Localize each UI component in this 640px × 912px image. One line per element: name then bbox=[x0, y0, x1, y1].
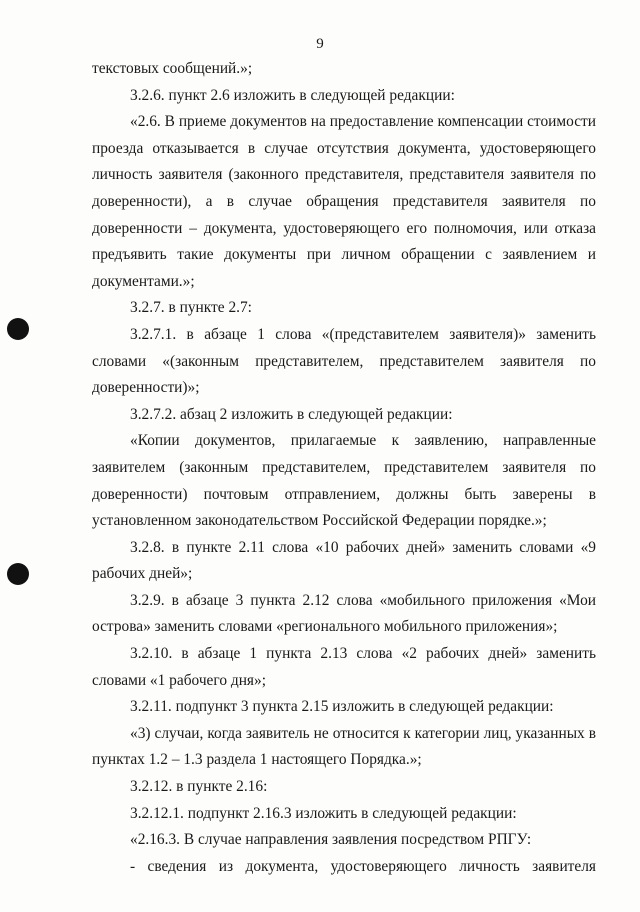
paragraph-list-item: - сведения из документа, удостоверяющего личность заявителя bbox=[130, 857, 596, 875]
paragraph-item-3-2-8: 3.2.8. в пункте 2.11 слова «10 рабочих дней» заменить словами «9 рабочих дней»; bbox=[92, 538, 596, 583]
paragraph-item-3-2-10: 3.2.10. в абзаце 1 пункта 2.13 слова «2 рабочих дней» заменить словами «1 рабочего дня»; bbox=[92, 645, 596, 689]
paragraph-quote-2-6: «2.6. В приеме документов на предоставление компенсации стоимости проезда отказывается в случае отсутствия документа, удостоверяющего личность заявителя (законного представителя, представителя заявителя по доверенности), а в случае обращения представителя заявителя по доверенности – документа, удостоверяющего его полномочия, или отказа предъявить такие документы при личном обращении с заявлением и документами.»; bbox=[92, 113, 596, 290]
document-body bbox=[92, 56, 596, 880]
paragraph-quote-2-16-3: «2.16.3. В случае направления заявления посредством РПГУ: bbox=[130, 831, 532, 849]
paragraph-item-3-2-7-2: 3.2.7.2. абзац 2 изложить в следующей редакции: bbox=[130, 405, 453, 423]
punch-hole-top bbox=[7, 318, 29, 340]
paragraph-continuation: текстовых сообщений.»; bbox=[92, 60, 253, 77]
paragraph-quote-case-3: «3) случаи, когда заявитель не относится к категории лиц, указанных в пунктах 1.2 – 1.3 раздела 1 настоящего Порядка.»; bbox=[92, 724, 596, 769]
paragraph-item-3-2-12-1: 3.2.12.1. подпункт 2.16.3 изложить в следующей редакции: bbox=[130, 804, 517, 822]
paragraph-item-3-2-7-1: 3.2.7.1. в абзаце 1 слова «(представителем заявителя)» заменить словами «(законным представителем, представителем заявителя по доверенности)»; bbox=[92, 325, 596, 397]
paragraph-item-3-2-6: 3.2.6. пункт 2.6 изложить в следующей редакции: bbox=[130, 86, 455, 104]
page-number: 9 bbox=[316, 36, 324, 52]
paragraph-item-3-2-9: 3.2.9. в абзаце 3 пункта 2.12 слова «мобильного приложения «Мои острова» заменить словами «регионального мобильного приложения»; bbox=[92, 591, 596, 636]
paragraph-item-3-2-7: 3.2.7. в пункте 2.7: bbox=[130, 299, 252, 317]
paragraph-quote-copies: «Копии документов, прилагаемые к заявлению, направленные заявителем (законным представителем, представителем заявителя по доверенности) почтовым отправлением, должны быть заверены в установленном законодательством Российской Федерации порядке.»; bbox=[92, 432, 596, 530]
punch-hole-bottom bbox=[7, 563, 29, 585]
paragraph-item-3-2-12: 3.2.12. в пункте 2.16: bbox=[130, 778, 268, 796]
paragraph-item-3-2-11: 3.2.11. подпункт 3 пункта 2.15 изложить в следующей редакции: bbox=[130, 698, 554, 716]
